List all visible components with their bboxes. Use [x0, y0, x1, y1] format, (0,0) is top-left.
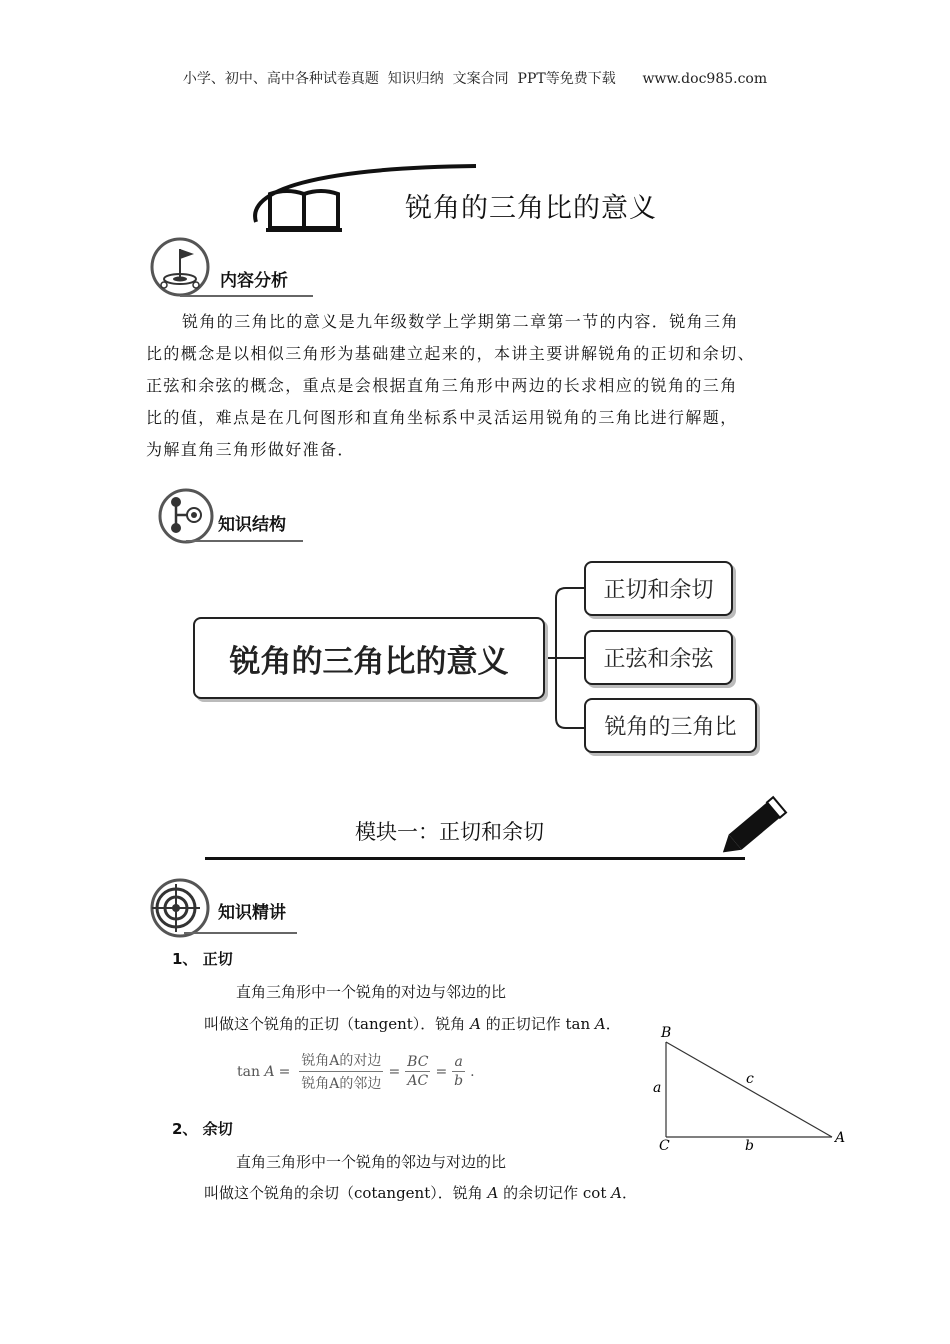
paragraph-line: 锐角的三角比的意义是九年级数学上学期第二章第一节的内容．锐角三角	[182, 312, 739, 331]
frac-denominator: AC	[407, 1073, 429, 1089]
item-number: 2、	[172, 1120, 198, 1138]
vertex-a-label: A	[835, 1130, 846, 1146]
pencil-icon	[712, 790, 794, 866]
text-segment: 叫做这个锐角的余切（cotangent）．锐角	[204, 1184, 483, 1202]
flag-target-icon	[148, 237, 214, 299]
page-title: 锐角的三角比的意义	[405, 193, 657, 224]
item-heading-cotangent	[172, 1118, 233, 1139]
formula-fraction-sides	[405, 1054, 430, 1089]
mind-map-node-sine-cosine: 正弦和余弦	[584, 630, 733, 685]
formula-eq: =	[388, 1063, 401, 1080]
paragraph-line: 正弦和余弦的概念，重点是会根据直角三角形中两边的长求相应的锐角的三角	[146, 376, 738, 395]
item-name: 正切	[202, 950, 233, 968]
section-underline	[186, 540, 303, 542]
section-heading-knowledge-detail: 知识精讲	[218, 903, 286, 923]
text-segment: 的正切记作 tan	[485, 1015, 591, 1033]
vertex-c-label: C	[659, 1138, 670, 1154]
text-segment: 叫做这个锐角的正切（tangent）．锐角	[204, 1015, 466, 1033]
content-analysis-paragraph	[146, 306, 814, 466]
site-banner: 小学、初中、高中各种试卷真题 知识归纳 文案合同 PPT等免费下载 www.doc985.com	[182, 71, 768, 87]
variable-a: A	[487, 1184, 499, 1202]
variable-a: A	[470, 1015, 481, 1033]
paragraph-line: 为解直角三角形做好准备．	[146, 440, 355, 459]
text-segment: ．	[605, 1015, 621, 1033]
text-segment: ．	[622, 1184, 638, 1202]
mind-map-node-tangent-cotangent: 正切和余切	[584, 561, 733, 616]
side-a-label: a	[653, 1080, 662, 1096]
formula-fn: tan	[237, 1063, 260, 1080]
module-title: 模块一：正切和余切	[355, 820, 544, 844]
item-number: 1、	[172, 950, 198, 968]
variable-a: A	[594, 1015, 606, 1033]
target-icon	[148, 878, 214, 940]
text-segment: 的余切记作 cot	[503, 1184, 607, 1202]
vertex-b-label: B	[661, 1025, 672, 1041]
item-name: 余切	[202, 1120, 233, 1138]
formula-eq: =	[435, 1063, 448, 1080]
frac-numerator: a	[454, 1054, 463, 1070]
frac-numerator: BC	[407, 1054, 429, 1070]
cotangent-definition-line2	[204, 1182, 637, 1203]
formula-fraction-words	[299, 1050, 383, 1093]
side-b-label: b	[745, 1138, 754, 1154]
tangent-definition-line1: 直角三角形中一个锐角的对边与邻边的比	[236, 983, 507, 1001]
side-c-label: c	[746, 1071, 754, 1087]
section-heading-knowledge-structure: 知识结构	[218, 515, 286, 535]
formula-fraction-letters	[452, 1054, 465, 1089]
paragraph-line: 比的值，难点是在几何图形和直角坐标系中灵活运用锐角的三角比进行解题，	[146, 408, 738, 427]
tangent-definition-line2	[204, 1013, 621, 1034]
formula-var: A	[264, 1063, 275, 1080]
paragraph-line: 比的概念是以相似三角形为基础建立起来的，本讲主要讲解锐角的正切和余切、	[146, 344, 756, 363]
formula-end: .	[470, 1063, 475, 1080]
mind-map-node-trig-ratios: 锐角的三角比	[584, 698, 757, 753]
tangent-formula	[237, 1050, 475, 1093]
section-heading-content-analysis: 内容分析	[220, 271, 288, 291]
item-heading-tangent	[172, 948, 233, 969]
formula-eq: =	[278, 1063, 291, 1080]
mind-map-root: 锐角的三角比的意义	[193, 617, 545, 699]
section-underline	[180, 295, 313, 297]
mind-map-connectors	[540, 580, 590, 740]
network-icon	[154, 488, 220, 546]
variable-a: A	[611, 1184, 622, 1202]
side-ab	[666, 1042, 832, 1137]
module-underline	[205, 857, 745, 860]
frac-denominator: b	[454, 1073, 464, 1089]
right-triangle-diagram	[650, 1020, 850, 1160]
frac-denominator: 锐角A的邻边	[301, 1076, 382, 1092]
frac-numerator: 锐角A的对边	[299, 1050, 383, 1072]
section-underline	[184, 932, 297, 934]
cotangent-definition-line1: 直角三角形中一个锐角的邻边与对边的比	[236, 1153, 507, 1171]
